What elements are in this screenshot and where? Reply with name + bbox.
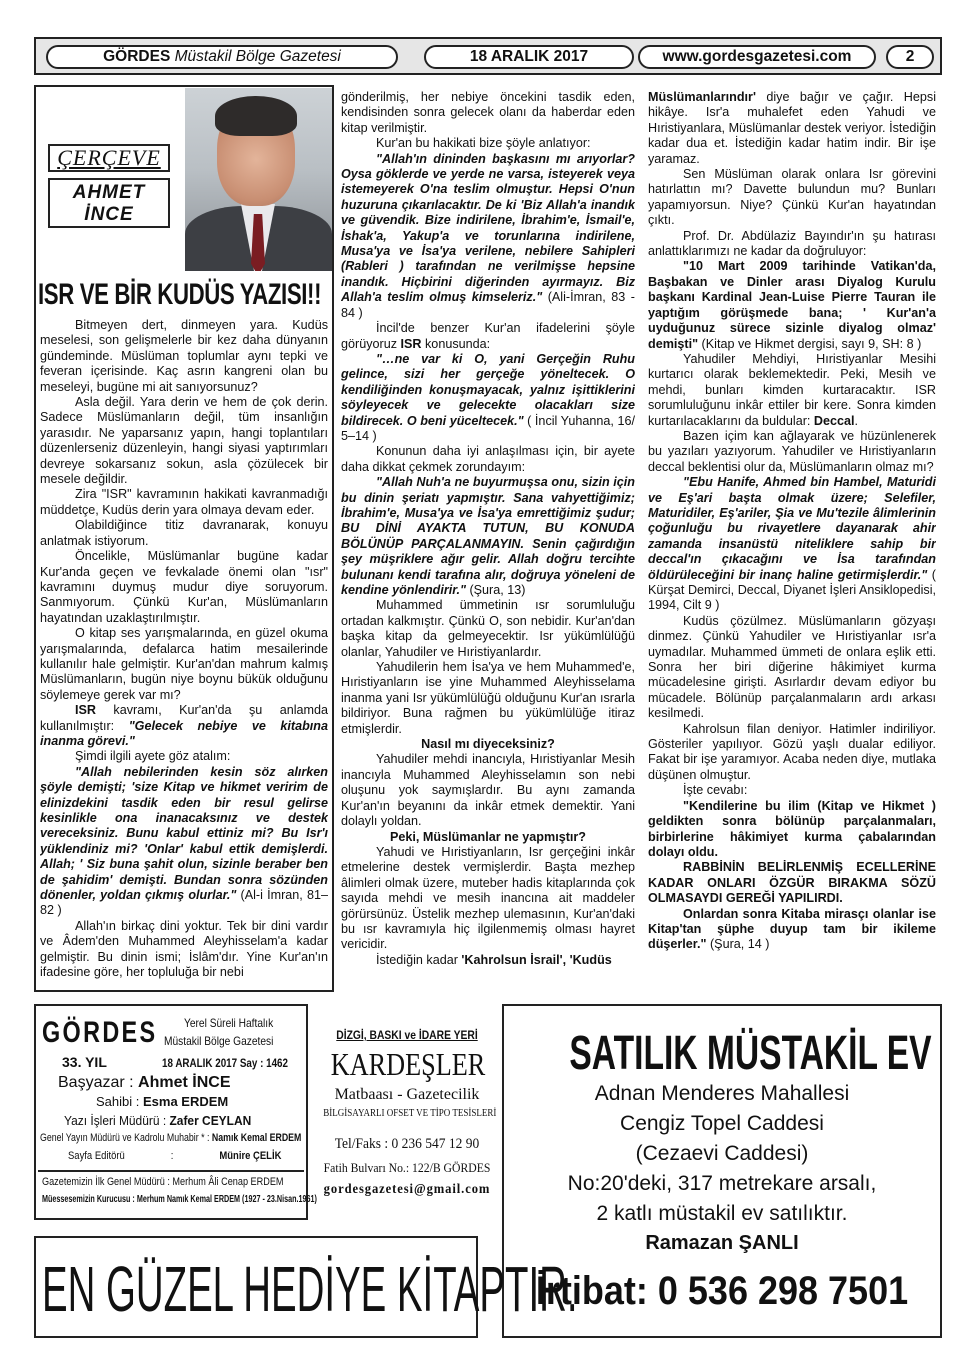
- masthead-first-gm: Gazetemizin İlk Genel Müdürü : Merhum Âli Cenap ERDEM: [42, 1176, 284, 1188]
- press-name: KARDEŞLER: [330, 1046, 486, 1082]
- article-column-2: [341, 90, 635, 990]
- paragraph: Bazen içim kan ağlayarak ve hüzünlenerek bu yazıları yazıyorum. Yahudiler ve Hıristiyanların deccal beklentisi olur da, Müslümanların olmaz mı?: [648, 428, 936, 474]
- ad-contact: İrtibat: 0 536 298 7501: [535, 1269, 909, 1313]
- paragraph: İşte cevabı:: [683, 783, 748, 798]
- press-phone: Tel/Faks : 0 236 547 12 90: [334, 1136, 480, 1152]
- ad-line-3: (Cezaevi Caddesi): [635, 1142, 809, 1165]
- press-address: Fatih Bulvarı No.: 122/B GÖRDES: [323, 1160, 491, 1175]
- press-sub: Matbaası - Gazetecilik: [334, 1086, 480, 1103]
- issue-date: 18 ARALIK 2017: [424, 45, 634, 69]
- masthead-name: GÖRDES: [42, 1016, 158, 1049]
- author-photo: [185, 88, 332, 271]
- press-heading: DİZGİ, BASKI ve İDARE YERİ: [336, 1028, 478, 1042]
- paragraph: Sen Müslüman olarak onlara Isr görevini hatırlattın mı? Davette bulundun mu? Bunları yapamıyorsun. Niye? Çünkü Kur'an hayatından çıktı.: [648, 167, 936, 228]
- masthead-issue: 18 ARALIK 2017 Say : 1462: [162, 1056, 288, 1070]
- paragraph: Öncelikle, Müslümanlar bugüne kadar Kur'anda geçen ve fevkalade önemi olan "ısr" kavramını duymuş mudur diye soruyorum. Sanmıyorum. Çünkü Kur'an, Müslümanların hayatından uzaklaştırılmıştır.: [40, 549, 328, 625]
- quote-paragraph: Onlardan sonra Kitaba mirasçı olanlar ise Kitap'tan şüphe duyup tam bir ikileme düşerler." (Şura, 14 ): [648, 906, 936, 952]
- website-link[interactable]: www.gordesgazetesi.com: [638, 45, 876, 69]
- paragraph: Yahudiler mehdi inancıyla, Hıristiyanlar Mesih inancıyla Muhammed Aleyhisselamın son nebi oluşunu yok saymışlardır. Bu aynı zamanda Kur'an'ın beyanını da inkâr etmek demektir. Yani dolaylı yoldan.: [341, 752, 635, 829]
- paragraph: Prof. Dr. Abdülaziz Bayındır'ın şu hatırası anlattıklarımızı ne kadar da doğruluyor:: [648, 228, 936, 259]
- masthead-gm: Genel Yayın Müdürü ve Kadrolu Muhabir * : Namık Kemal ERDEM: [40, 1132, 302, 1144]
- paragraph: O kitap ses yarışmalarında, en güzel okuma yarışmalarında, defalarca hatim mesailerinde kullanılır hale gelmiştir. Kur'an'dan mahrum kalmış Müslümanların, bugün niye boynu bükük olduğunu söylemeye gerek var mı?: [40, 626, 328, 702]
- gift-banner: [34, 1236, 578, 1338]
- paragraph: Asla değil. Yara derin ve hem de çok derin. Sadece Müslümanların değil, tüm insanlığın yarasıdır. Ne yaparsanız yapın, hangi toplantıları düzenlerseniz düzenleyin, hangi siyasi yaptırımları devreye sokarsanız sokun, asla çözülecek bir mesele değildir.: [40, 395, 328, 487]
- ad-line-5: 2 katlı müstakil ev satılıktır.: [596, 1202, 848, 1225]
- press-desc: BİLGİSAYARLI OFSET VE TİPO TESİSLERİ: [323, 1108, 497, 1119]
- quote-paragraph: "…ne var ki O, yani Gerçeğin Ruhu gelince, sizi her gerçeğe yöneltecek. O kendiliğinden konuşmayacak, yalnız işittiklerini söyleyecek ve gelecekte olacakları size bildirecek. O beni yüceltecek." ( İncil Yuhanna, 16/ 5–14 ): [341, 351, 635, 443]
- quote-paragraph: "10 Mart 2009 tarihinde Vatikan'da, Başbakan ve Dinler arası Diyalog Kurulu başkanı Kardinal Jean-Luise Pierre Tauran ile yaptığım görüşmede bana; ' Kur'an'a uyduğunuz sürece sizinle diyalog olmaz' demişti" (Kitap ve Hikmet dergisi, sayı 9, SH: 8 ): [648, 259, 936, 351]
- ad-owner-name: Ramazan ŞANLI: [645, 1232, 799, 1254]
- paragraph: Muhammed ümmetinin ısr sorumluluğu ortadan kalkmıştır. Çünkü O, son nebidir. Kur'an'dan başka kitap da gelmeyecektir. Isr yükümlülüğü olanlar, Yahudiler ve Hıristiyanlardır.: [341, 598, 635, 659]
- press-info: [314, 1028, 500, 1216]
- masthead-founder: Müessesemizin Kurucusu : Merhum Namık Kemal ERDEM (1927 - 23.Nisan.1961): [42, 1194, 317, 1205]
- quote-paragraph: "Allah'ın dininden başkasını mı arıyorlar? Oysa göklerde ve yerde ne varsa, isteyerek veya istemeyerek O'na teslim olmuştur. Hepsi O'nun huzuruna çıkarılacaktır. De ki 'Biz Allah'a inandık ve güvendik. Bize indirilene, İbrahim'e, İsmail'e, İshak'a, Yakup'a ve torunlarına indirilene, Musa'ya ve İsa'ya verilene, nebilere Sahipleri (Rableri ) tarafından ne verilmişse hepsine inandık. Hiçbirini diğerinden ayırmayız. Biz Allah'a teslim olmuş kimseleriz." (Ali-İmran, 83 - 84 ): [341, 151, 635, 320]
- paragraph: İstediğin kadar 'Kahrolsun İsrail', 'Kudüs: [376, 952, 612, 967]
- paragraph: Kur'an bu hakikati bize şöyle anlatıyor:: [376, 136, 591, 151]
- paragraph: Kudüs çözülmez. Müslümanların gözyaşı dinmez. Çünkü Yahudiler ve Hıristiyanlar ısr'a uymadılar. Muhammed ümmeti de onlara eşlik etti. Sonra her biri diğerine hâkimiyet kurma mücadelesine girişti. Asırlardır devam ediyor bu mücadele. Bölünüp parçalanmaların ardı arkası kesilmedi.: [648, 613, 936, 721]
- paragraph: Allah'ın birkaç dini yoktur. Tek bir dini vardır ve Âdem'den Muhammed Aleyhisselam'a kadar gelmiştir. Bu dinin ismi; İslâm'dır. Yine Kur'an'ın ifadesine göre, her topluluğa bir nebi: [40, 918, 328, 980]
- page-header: [34, 37, 942, 75]
- paragraph: Şimdi ilgili ayete göz atalım:: [75, 749, 231, 764]
- quote-paragraph: "Ebu Hanife, Ahmed bin Hambel, Maturidi ve Eş'ari başta olmak üzere; Selefiler, Maturidiler, Eş'ariler, Şia ve Mu'tezile âlimlerinin çoğunluğu bu rivayetlere dayanarak ahir zamanda insanüstü niteliklere sahip bir deccal'ın çıkacağını ve İsa tarafından öldürüleceğini bir inanç haline getirmişlerdir." ( Kürşat Demirci, Deccal, Diyanet İşleri Ansiklopedisi, 1994, Cilt 9 ): [648, 475, 936, 613]
- masthead-page-editor: Sayfa Editörü : Münire ÇELİK: [68, 1150, 282, 1162]
- masthead-owner: Sahibi : Esma ERDEM: [96, 1094, 229, 1109]
- article-column-1: [40, 318, 328, 990]
- author-last-name: İNCE: [84, 204, 134, 225]
- quote-paragraph: "Allah nebilerinden kesin söz alırken şöyle demişti; 'size Kitap ve hikmet veririm de elinizdekini tasdik eden bir resul gelirse kesinlikle ona inanacaksınız ve destek vereceksiniz. Bunu kabul ettiniz mi? Bu Isr'ı yüklendiniz mi? 'Onlar' kabul ettik demişlerdi. Allah; ' Siz buna şahit olun, sizinle beraber ben de şahidim' demişti. Bundan sonra sözünden dönenler, yoldan çıkmış olurlar." (Al-i İmran, 81–82 ): [40, 764, 328, 918]
- paragraph: Zira "ISR" kavramının hakikati kavranmadığı müddetçe, Kudüs derin yara olmaya devam eder.: [40, 487, 328, 517]
- paragraph: Kahrolsun filan deniyor. Hatimler indiriliyor. Gösteriler yapılıyor. Gözü yaşlı dualar ediliyor. Fakat bir işe yaramıyor. Acaba neden diye, mutlaka düşünen olmuştur.: [648, 721, 936, 782]
- author-name-box: [48, 178, 170, 228]
- paragraph: Bitmeyen dert, dinmeyen yara. Kudüs meselesi, son gelişmelerle bir kez daha dünyanın gündeminde. Müslüman toplumlar aynı tepki ve feveran içerisinde. Kaç asrın kangreni olan bu meseleyi, bugüne mi ait sanıyorsunuz?: [40, 318, 328, 394]
- paper-name: GÖRDES: [103, 48, 171, 65]
- masthead-year: 33. YIL: [62, 1054, 107, 1070]
- masthead-tagline-2: Müstakil Bölge Gazetesi: [164, 1034, 274, 1048]
- paragraph: Yahudilerin hem İsa'ya ve hem Muhammed'e, Hıristiyanların ise yine Muhammed Aleyhisselama inanma yani Isr yükümlülüğü olduğunu Kur'an ısrarla bildiriyor. Buna rağmen bu yükümlülüğe itiraz etmişlerdir.: [341, 660, 635, 736]
- quote-paragraph: "Allah Nuh'a ne buyurmuşsa onu, sizin için bu dinin şeriatı yapmıştır. Sana vahyettiğimiz; İbrahim'e, Musa'ya ve İsa'ya emrettiğimiz şudur; BU DİNİ AYAKTA TUTUN, BU KONUDA BÖLÜNÜP PARÇALANMAYIN. Senin çağırdığın şey müşriklere ağır gelir. Allah doğru tercihte bulunanı kendi tarafına alır, doğruya yöneleni de kendine yönlendirir." (Şura, 13): [341, 475, 635, 597]
- paragraph: Konunun daha iyi anlaşılması için, bir ayete daha dikkat çekmek zorundayım:: [341, 444, 635, 474]
- press-email[interactable]: gordesgazetesi@gmail.com: [323, 1182, 491, 1197]
- subheading: Peki, Müslümanlar ne yapmıştır?: [390, 829, 586, 844]
- paper-name-pill: [46, 45, 398, 69]
- author-first-name: AHMET: [72, 182, 146, 203]
- paper-subtitle: Müstakil Bölge Gazetesi: [174, 48, 341, 65]
- masthead-tagline-1: Yerel Süreli Haftalık: [184, 1016, 274, 1030]
- ad-line-2: Cengiz Topel Caddesi: [620, 1112, 824, 1135]
- ad-title: SATILIK MÜSTAKİL EV: [569, 1027, 932, 1080]
- ad-line-4: No:20'deki, 317 metrekare arsalı,: [567, 1172, 877, 1195]
- ad-line-1: Adnan Menderes Mahallesi: [594, 1082, 850, 1105]
- article-title: ISR VE BİR KUDÜS YAZISI!!: [38, 278, 322, 311]
- paragraph: Yahudiler Mehdiyi, Hıristiyanlar Mesihi kurtarıcı olarak beklemektedir. Peki, Mesih ve mehdi, bunları kimden kurtaracaktır. ISR sorumluluğunu inkâr ettiler bir kere. Sonra kimden kurtarılacaklarını da buldular: Deccal.: [648, 351, 936, 428]
- column-section-label: ÇERÇEVE: [48, 144, 170, 172]
- masthead-editor: Başyazar : Ahmet İNCE: [58, 1074, 231, 1091]
- masthead-manager: Yazı İşleri Müdürü : Zafer CEYLAN: [64, 1113, 252, 1128]
- paragraph: Olabildiğince titiz davranarak, konuyu anlatmak istiyorum.: [40, 518, 328, 548]
- quote-paragraph: "Kendilerine bu ilim (Kitap ve Hikmet ) geldikten sonra bölünüp parçalanmaları, birbirlerine hâkimiyet kurma çabalarından dolayı oldu.: [648, 798, 936, 859]
- paragraph: İncil'de benzer Kur'an ifadelerini şöyle görüyoruz ISR konusunda:: [341, 321, 635, 351]
- quote-paragraph: RABBİNİN BELİRLENMİŞ ECELLERİNE KADAR ONLARI ÖZGÜR BIRAKMA SÖZÜ OLMASAYDI GEREĞİ YAPILIRDI.: [648, 860, 936, 906]
- article-column-3: [648, 90, 936, 990]
- paragraph: Yahudi ve Hıristiyanların, Isr gerçeğini inkâr etmelerine destek vermişlerdir. Başta mezhep âlimleri olmak üzere, muteber hadis kitaplarında çok sayıda mehdi ve mesih inancına ait maddeler görürsünüz. Üstelik mezhep ulemasının, Kur'an'daki bu ısr kavramıyla hiç ilgilenmemiş olması hayret vericidir.: [341, 844, 635, 952]
- masthead-box: [34, 1004, 317, 1220]
- page-number: 2: [886, 45, 934, 69]
- subheading: Nasıl mı diyeceksiniz?: [421, 737, 555, 752]
- paragraph: Müslümanlarındır' diye bağır ve çağır. Hepsi hikâye. Isr'a muhalefet eden Yahudi ve Hıristiyanlara, Müslümanlar destek veriyor. İstediğin kadar dua et. İstediğin kadar hatim indir. Bir işe yaramaz.: [648, 90, 936, 166]
- gift-text: EN GÜZEL HEDİYE KİTAPTIR.: [42, 1253, 578, 1325]
- paragraph: ISR kavramı, Kur'an'da şu anlamda kullanılmıştır: "Gelecek nebiye ve kitabına inanma görevi.": [40, 703, 328, 748]
- paragraph: gönderilmiş, her nebiye öncekini tasdik eden, kendisinden sonra gelecek olanı da haberdar eden kitap verilmiştir.: [341, 90, 635, 135]
